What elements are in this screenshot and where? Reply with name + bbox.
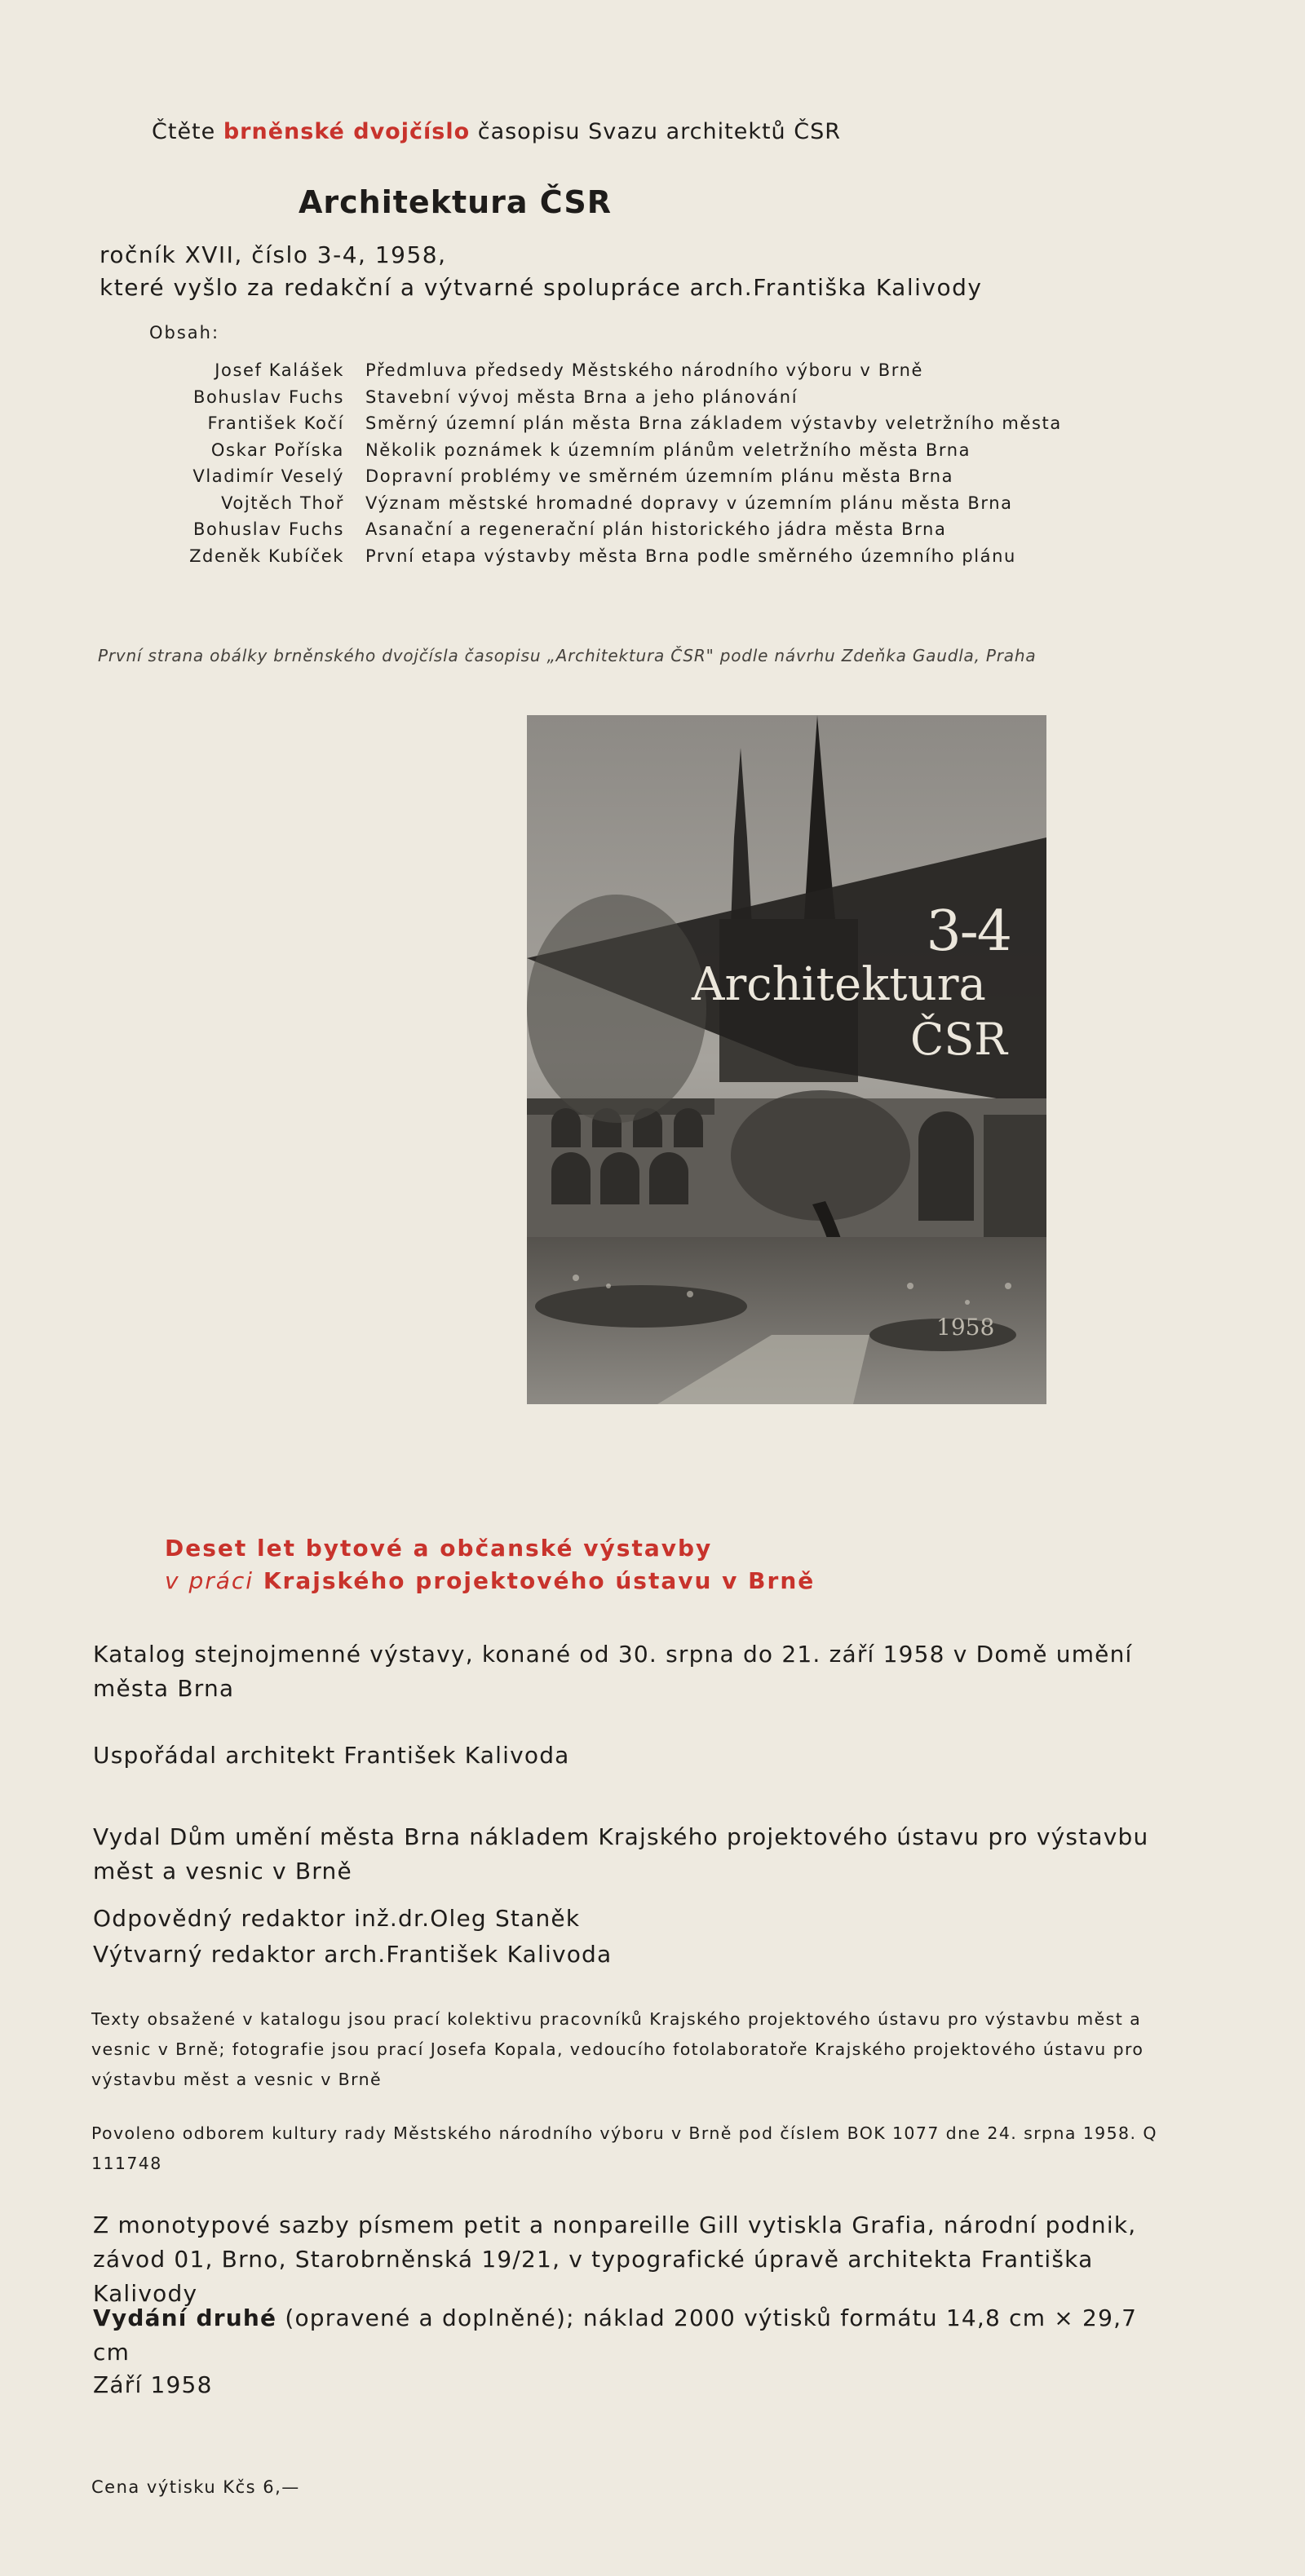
cover-image [527, 715, 1046, 1404]
contents-row [139, 384, 1062, 411]
contents-title: Stavební vývoj města Brna a jeho plánování [365, 387, 798, 407]
contents-row [139, 516, 1062, 543]
contents-row [139, 463, 1062, 490]
cover-caption: První strana obálky brněnského dvojčísla časopisu „Architektura ČSR" podle návrhu Zdeňka Gaudla, Praha [98, 646, 1037, 665]
contents-row [139, 437, 1062, 464]
contents-author: František Kočí [207, 413, 344, 433]
contents-title: Předmluva předsedy Městského národního výboru v Brně [365, 360, 924, 380]
permission-note: Povoleno odborem kultury rady Městského národního výboru v Brně pod číslem BOK 1077 dne 24. srpna 1958. Q 111748 [91, 2123, 1157, 2173]
promo-rest: časopisu Svazu architektů ČSR [477, 119, 842, 144]
organizer-line: Uspořádal architekt František Kalivoda [93, 1742, 570, 1769]
contents-label: Obsah: [149, 323, 220, 342]
promo-read: Čtěte [152, 119, 216, 144]
journal-title: Architektura ČSR [299, 184, 613, 220]
editor-line: Odpovědný redaktor inž.dr.Oleg Staněk [93, 1905, 581, 1932]
contents-author: Bohuslav Fuchs [192, 519, 344, 539]
issue-info-line2: které vyšlo za redakční a výtvarné spolupráce arch.Františka Kalivody [100, 274, 983, 301]
contents-row [139, 357, 1062, 384]
catalog-paragraph: Katalog stejnojmenné výstavy, konané od 30. srpna do 21. září 1958 v Domě umění města Brna [93, 1641, 1133, 1702]
issue-info: ročník XVII, číslo 3-4, 1958, [100, 241, 447, 268]
contents-title: První etapa výstavby města Brna podle směrného územního plánu [365, 546, 1016, 566]
contents-author: Josef Kalášek [215, 360, 344, 380]
edition-line [93, 2301, 1153, 2370]
contents-title: Dopravní problémy ve směrném územním plánu města Brna [365, 466, 954, 486]
typesetting-paragraph: Z monotypové sazby písmem petit a nonpareille Gill vytiskla Grafia, národní podnik, závod 01, Brno, Starobrněnská 19/21, v typografické úpravě architekta Františka Kalivody [93, 2211, 1137, 2307]
section-heading-line1: Deset let bytové a občanské výstavby [165, 1535, 713, 1562]
cover-year: 1958 [936, 1314, 995, 1341]
contents-row [139, 410, 1062, 437]
price-line: Cena výtisku Kčs 6,— [91, 2477, 300, 2497]
texts-note: Texty obsažené v katalogu jsou prací kolektivu pracovníků Krajského projektového ústavu pro výstavbu měst a vesnic v Brně; fotografie jsou prací Josefa Kopala, vedoucího fotolaboratoře Krajského projektového ústavu pro výstavbu měst a vesnic v Brně [91, 2009, 1144, 2089]
contents-title: Význam městské hromadné dopravy v územním plánu města Brna [365, 493, 1013, 513]
section-heading-line2 [165, 1567, 815, 1594]
contents-row [139, 543, 1062, 570]
contents-title: Směrný územní plán města Brna základem výstavby veletržního města [365, 413, 1062, 433]
edition-bold: Vydání druhé [93, 2304, 277, 2331]
cover-title: Architektura [692, 958, 986, 1011]
date-line: Září 1958 [93, 2371, 213, 2398]
section-heading-rest: Krajského projektového ústavu v Brně [263, 1567, 816, 1594]
contents-title: Asanační a regenerační plán historického jádra města Brna [365, 519, 947, 539]
contents-author: Oskar Poříska [210, 440, 344, 460]
publisher-paragraph: Vydal Dům umění města Brna nákladem Krajského projektového ústavu pro výstavbu měst a vesnic v Brně [93, 1823, 1149, 1885]
section-heading-italic: v práci [165, 1567, 254, 1594]
contents-author: Vojtěch Thoř [221, 493, 344, 513]
cover-subtitle: ČSR [910, 1014, 1007, 1065]
promo-line [152, 119, 841, 144]
contents-author: Vladimír Veselý [192, 466, 344, 486]
cover-issue-number: 3-4 [926, 899, 1011, 964]
art-editor-line: Výtvarný redaktor arch.František Kalivoda [93, 1941, 613, 1968]
edition-rest: (opravené a doplněné); náklad 2000 výtisků formátu 14,8 cm × 29,7 cm [93, 2304, 1138, 2366]
contents-author: Bohuslav Fuchs [192, 387, 344, 407]
contents-row [139, 490, 1062, 517]
contents-author: Zdeněk Kubíček [189, 546, 344, 566]
promo-highlight: brněnské dvojčíslo [223, 119, 471, 144]
contents-title: Několik poznámek k územním plánům veletržního města Brna [365, 440, 971, 460]
contents-list [139, 357, 1062, 569]
